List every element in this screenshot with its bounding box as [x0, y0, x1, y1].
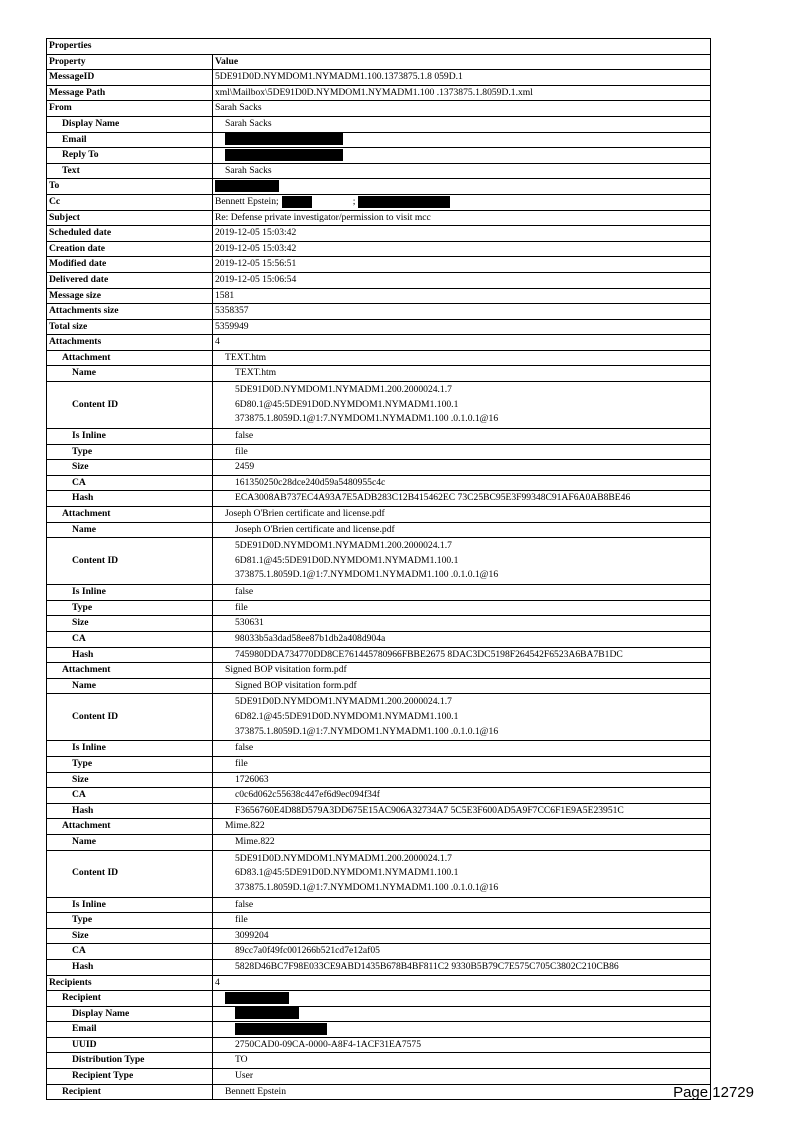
scheduled-date-label: Scheduled date: [47, 226, 213, 242]
from-label: From: [47, 101, 213, 117]
attachment-size-value: 1726063: [213, 772, 711, 788]
attachment-content-id-label: Content ID: [47, 850, 213, 897]
message-path-value: xml\Mailbox\5DE91D0D.NYMDOM1.NYMADM1.100 .1373875.1.8059D.1.xml: [213, 85, 711, 101]
content-id-line: 5DE91D0D.NYMDOM1.NYMADM1.200.2000024.1.7: [235, 384, 452, 396]
total-size-label: Total size: [47, 319, 213, 335]
content-id-line: 5DE91D0D.NYMDOM1.NYMADM1.200.2000024.1.7: [235, 540, 452, 552]
to-row: [47, 179, 711, 195]
attachment-hash-row: [47, 803, 711, 819]
attachment-label: Attachment: [47, 663, 213, 679]
attachment-ca-label: CA: [47, 788, 213, 804]
message-id-value: 5DE91D0D.NYMDOM1.NYMADM1.100.1373875.1.8 059D.1: [213, 70, 711, 86]
content-id-line: 373875.1.8059D.1@1:7.NYMDOM1.NYMADM1.100 .0.1.0.1@16: [235, 413, 499, 425]
attachment-value: Joseph O'Brien certificate and license.pdf: [213, 507, 711, 523]
message-size-value: 1581: [213, 288, 711, 304]
email-label: Email: [47, 132, 213, 148]
attachment-name-value: TEXT.htm: [213, 366, 711, 382]
attachment-ca-row: [47, 632, 711, 648]
attachments-label: Attachments: [47, 335, 213, 351]
subject-label: Subject: [47, 210, 213, 226]
recipient-uuid-row: [47, 1037, 711, 1053]
attachment-content-id-value: [213, 850, 711, 897]
recipient-distribution-type-row: [47, 1053, 711, 1069]
header-row: [47, 54, 711, 70]
display-name-value: Sarah Sacks: [213, 116, 711, 132]
attachment-ca-row: [47, 944, 711, 960]
text-value: Sarah Sacks: [213, 163, 711, 179]
attachment-value: Mime.822: [213, 819, 711, 835]
reply-to-label: Reply To: [47, 148, 213, 164]
delivered-date-value: 2019-12-05 15:06:54: [213, 272, 711, 288]
message-path-label: Message Path: [47, 85, 213, 101]
creation-date-value: 2019-12-05 15:03:42: [213, 241, 711, 257]
attachment-type-label: Type: [47, 444, 213, 460]
section-title: Properties: [47, 39, 711, 55]
recipient-email-value: [213, 1022, 711, 1038]
attachment-name-row: [47, 834, 711, 850]
attachment-type-label: Type: [47, 913, 213, 929]
attachment-is-inline-value: false: [213, 429, 711, 445]
attachment-is-inline-value: false: [213, 897, 711, 913]
recipient-value: [213, 991, 711, 1007]
recipient-display-name-row: [47, 1006, 711, 1022]
attachment-label: Attachment: [47, 819, 213, 835]
content-id-line: 6D81.1@45:5DE91D0D.NYMDOM1.NYMADM1.100.1: [235, 554, 459, 566]
attachment-ca-value: 98033b5a3dad58ee87b1db2a408d904a: [213, 632, 711, 648]
attachment-name-row: [47, 366, 711, 382]
recipient-display-name-value: [213, 1006, 711, 1022]
attachment-row: [47, 819, 711, 835]
attachment-is-inline-label: Is Inline: [47, 897, 213, 913]
attachment-ca-label: CA: [47, 475, 213, 491]
recipient-row: [47, 1084, 711, 1100]
attachment-hash-value: 5828D46BC7F98E033CE9ABD1435B678B4BF811C2 9330B5B79C7E575C705C3802C210CB86: [213, 959, 711, 975]
content-id-line: 373875.1.8059D.1@1:7.NYMDOM1.NYMADM1.100 .0.1.0.1@16: [235, 569, 499, 581]
message-id-label: MessageID: [47, 70, 213, 86]
cc-text: Bennett Epstein;: [215, 195, 279, 207]
attachment-name-label: Name: [47, 522, 213, 538]
attachment-is-inline-row: [47, 741, 711, 757]
attachment-ca-row: [47, 788, 711, 804]
attachment-hash-row: [47, 491, 711, 507]
recipient-uuid-label: UUID: [47, 1037, 213, 1053]
recipient-email-row: [47, 1022, 711, 1038]
attachment-size-label: Size: [47, 772, 213, 788]
attachment-hash-label: Hash: [47, 647, 213, 663]
reply-to-value: [213, 148, 711, 164]
content-id-line: 373875.1.8059D.1@1:7.NYMDOM1.NYMADM1.100 .0.1.0.1@16: [235, 881, 499, 893]
attachment-is-inline-row: [47, 585, 711, 601]
redaction-block: [225, 133, 343, 145]
from-value: Sarah Sacks: [213, 101, 711, 117]
subject-row: [47, 210, 711, 226]
attachment-size-row: [47, 616, 711, 632]
recipients-row: [47, 975, 711, 991]
attachments-value: 4: [213, 335, 711, 351]
content-id-line: 6D80.1@45:5DE91D0D.NYMDOM1.NYMADM1.100.1: [235, 398, 459, 410]
attachment-is-inline-value: false: [213, 585, 711, 601]
attachment-size-value: 3099204: [213, 928, 711, 944]
email-row: [47, 132, 711, 148]
from-row: [47, 101, 711, 117]
attachment-size-value: 530631: [213, 616, 711, 632]
attachment-type-row: [47, 600, 711, 616]
attachment-row: [47, 507, 711, 523]
attachments-size-value: 5358357: [213, 304, 711, 320]
attachment-size-label: Size: [47, 460, 213, 476]
attachment-type-label: Type: [47, 600, 213, 616]
modified-date-value: 2019-12-05 15:56:51: [213, 257, 711, 273]
content-id-line: 5DE91D0D.NYMDOM1.NYMADM1.200.2000024.1.7: [235, 696, 452, 708]
attachment-hash-value: F3656760E4D88D579A3DD675E15AC906A32734A7 5C5E3F600AD5A9F7CC6F1E9A5E23951C: [213, 803, 711, 819]
attachment-type-value: file: [213, 913, 711, 929]
creation-date-label: Creation date: [47, 241, 213, 257]
cc-separator: ;: [352, 195, 356, 207]
content-id-line: 373875.1.8059D.1@1:7.NYMDOM1.NYMADM1.100 .0.1.0.1@16: [235, 725, 499, 737]
section-title-row: [47, 39, 711, 55]
recipient-value: Bennett Epstein: [213, 1084, 711, 1100]
recipient-distribution-type-label: Distribution Type: [47, 1053, 213, 1069]
attachment-value: TEXT.htm: [213, 350, 711, 366]
attachment-content-id-value: [213, 694, 711, 741]
attachment-type-value: file: [213, 756, 711, 772]
modified-date-row: [47, 257, 711, 273]
recipient-label: Recipient: [47, 1084, 213, 1100]
recipient-email-label: Email: [47, 1022, 213, 1038]
display-name-row: [47, 116, 711, 132]
attachment-content-id-row: [47, 382, 711, 429]
attachment-label: Attachment: [47, 350, 213, 366]
attachment-name-value: Mime.822: [213, 834, 711, 850]
attachment-ca-label: CA: [47, 632, 213, 648]
recipient-type-row: [47, 1069, 711, 1085]
attachment-type-value: file: [213, 600, 711, 616]
attachment-size-label: Size: [47, 616, 213, 632]
attachment-content-id-label: Content ID: [47, 694, 213, 741]
recipient-type-value: User: [213, 1069, 711, 1085]
total-size-row: [47, 319, 711, 335]
attachment-size-row: [47, 460, 711, 476]
redaction-block: [225, 149, 343, 161]
attachment-content-id-row: [47, 694, 711, 741]
attachment-hash-value: 745980DDA734770DD8CE761445780966FBBE2675 8DAC3DC5198F264542F6523A6BA7B1DC: [213, 647, 711, 663]
creation-date-row: [47, 241, 711, 257]
recipients-label: Recipients: [47, 975, 213, 991]
to-value: [213, 179, 711, 195]
attachment-ca-value: c0c6d062c55638c447ef6d9ec094f34f: [213, 788, 711, 804]
attachment-ca-value: 161350250c28dce240d59a5480955c4c: [213, 475, 711, 491]
redaction-block: [235, 1007, 299, 1019]
attachment-name-value: Signed BOP visitation form.pdf: [213, 678, 711, 694]
message-size-label: Message size: [47, 288, 213, 304]
recipient-label: Recipient: [47, 991, 213, 1007]
attachment-type-label: Type: [47, 756, 213, 772]
scheduled-date-value: 2019-12-05 15:03:42: [213, 226, 711, 242]
attachment-type-row: [47, 444, 711, 460]
message-path-row: [47, 85, 711, 101]
attachment-size-label: Size: [47, 928, 213, 944]
attachment-label: Attachment: [47, 507, 213, 523]
attachment-content-id-label: Content ID: [47, 538, 213, 585]
subject-value: Re: Defense private investigator/permission to visit mcc: [213, 210, 711, 226]
attachments-size-row: [47, 304, 711, 320]
attachment-content-id-value: [213, 538, 711, 585]
attachment-value: Signed BOP visitation form.pdf: [213, 663, 711, 679]
content-id-line: 6D83.1@45:5DE91D0D.NYMDOM1.NYMADM1.100.1: [235, 867, 459, 879]
delivered-date-label: Delivered date: [47, 272, 213, 288]
attachment-name-label: Name: [47, 678, 213, 694]
scheduled-date-row: [47, 226, 711, 242]
redaction-block: [358, 196, 450, 208]
recipient-type-label: Recipient Type: [47, 1069, 213, 1085]
page-number: Page 12729: [673, 1084, 754, 1101]
attachment-content-id-row: [47, 850, 711, 897]
attachment-content-id-value: [213, 382, 711, 429]
attachment-name-label: Name: [47, 366, 213, 382]
recipient-distribution-type-value: TO: [213, 1053, 711, 1069]
cc-row: [47, 194, 711, 210]
attachment-is-inline-value: false: [213, 741, 711, 757]
cc-label: Cc: [47, 194, 213, 210]
attachment-content-id-row: [47, 538, 711, 585]
redaction-block: [215, 180, 279, 192]
recipient-row: [47, 991, 711, 1007]
attachment-hash-label: Hash: [47, 491, 213, 507]
attachment-is-inline-label: Is Inline: [47, 429, 213, 445]
attachment-hash-value: ECA3008AB737EC4A93A7E5ADB283C12B415462EC 73C25BC95E3F99348C91AF6A0AB8BE46: [213, 491, 711, 507]
properties-table: [46, 38, 711, 1100]
attachment-content-id-label: Content ID: [47, 382, 213, 429]
attachment-is-inline-row: [47, 897, 711, 913]
attachment-type-row: [47, 913, 711, 929]
message-id-row: [47, 70, 711, 86]
attachment-size-row: [47, 928, 711, 944]
attachment-size-value: 2459: [213, 460, 711, 476]
text-label: Text: [47, 163, 213, 179]
value-column-header: Value: [213, 54, 711, 70]
attachment-name-value: Joseph O'Brien certificate and license.pdf: [213, 522, 711, 538]
attachment-name-label: Name: [47, 834, 213, 850]
redaction-block: [235, 1023, 327, 1035]
attachment-type-value: file: [213, 444, 711, 460]
text-row: [47, 163, 711, 179]
attachments-size-label: Attachments size: [47, 304, 213, 320]
message-size-row: [47, 288, 711, 304]
attachment-row: [47, 350, 711, 366]
content-id-line: 5DE91D0D.NYMDOM1.NYMADM1.200.2000024.1.7: [235, 852, 452, 864]
attachment-is-inline-row: [47, 429, 711, 445]
reply-to-row: [47, 148, 711, 164]
modified-date-label: Modified date: [47, 257, 213, 273]
attachment-size-row: [47, 772, 711, 788]
attachment-ca-label: CA: [47, 944, 213, 960]
attachment-hash-label: Hash: [47, 959, 213, 975]
redaction-block: [282, 196, 312, 208]
delivered-date-row: [47, 272, 711, 288]
attachment-hash-row: [47, 647, 711, 663]
recipient-uuid-value: 2750CAD0-09CA-0000-A8F4-1ACF31EA7575: [213, 1037, 711, 1053]
attachment-ca-row: [47, 475, 711, 491]
attachment-is-inline-label: Is Inline: [47, 741, 213, 757]
property-column-header: Property: [47, 54, 213, 70]
redaction-block: [225, 992, 289, 1004]
attachment-type-row: [47, 756, 711, 772]
display-name-label: Display Name: [47, 116, 213, 132]
to-label: To: [47, 179, 213, 195]
attachment-name-row: [47, 522, 711, 538]
attachment-ca-value: 89cc7a0f49fc001266b521cd7e12af05: [213, 944, 711, 960]
attachment-hash-label: Hash: [47, 803, 213, 819]
recipients-value: 4: [213, 975, 711, 991]
attachment-is-inline-label: Is Inline: [47, 585, 213, 601]
attachments-row: [47, 335, 711, 351]
recipient-display-name-label: Display Name: [47, 1006, 213, 1022]
attachment-row: [47, 663, 711, 679]
content-id-line: 6D82.1@45:5DE91D0D.NYMDOM1.NYMADM1.100.1: [235, 710, 459, 722]
total-size-value: 5359949: [213, 319, 711, 335]
email-value: [213, 132, 711, 148]
cc-value: [213, 194, 711, 210]
attachment-hash-row: [47, 959, 711, 975]
attachment-name-row: [47, 678, 711, 694]
